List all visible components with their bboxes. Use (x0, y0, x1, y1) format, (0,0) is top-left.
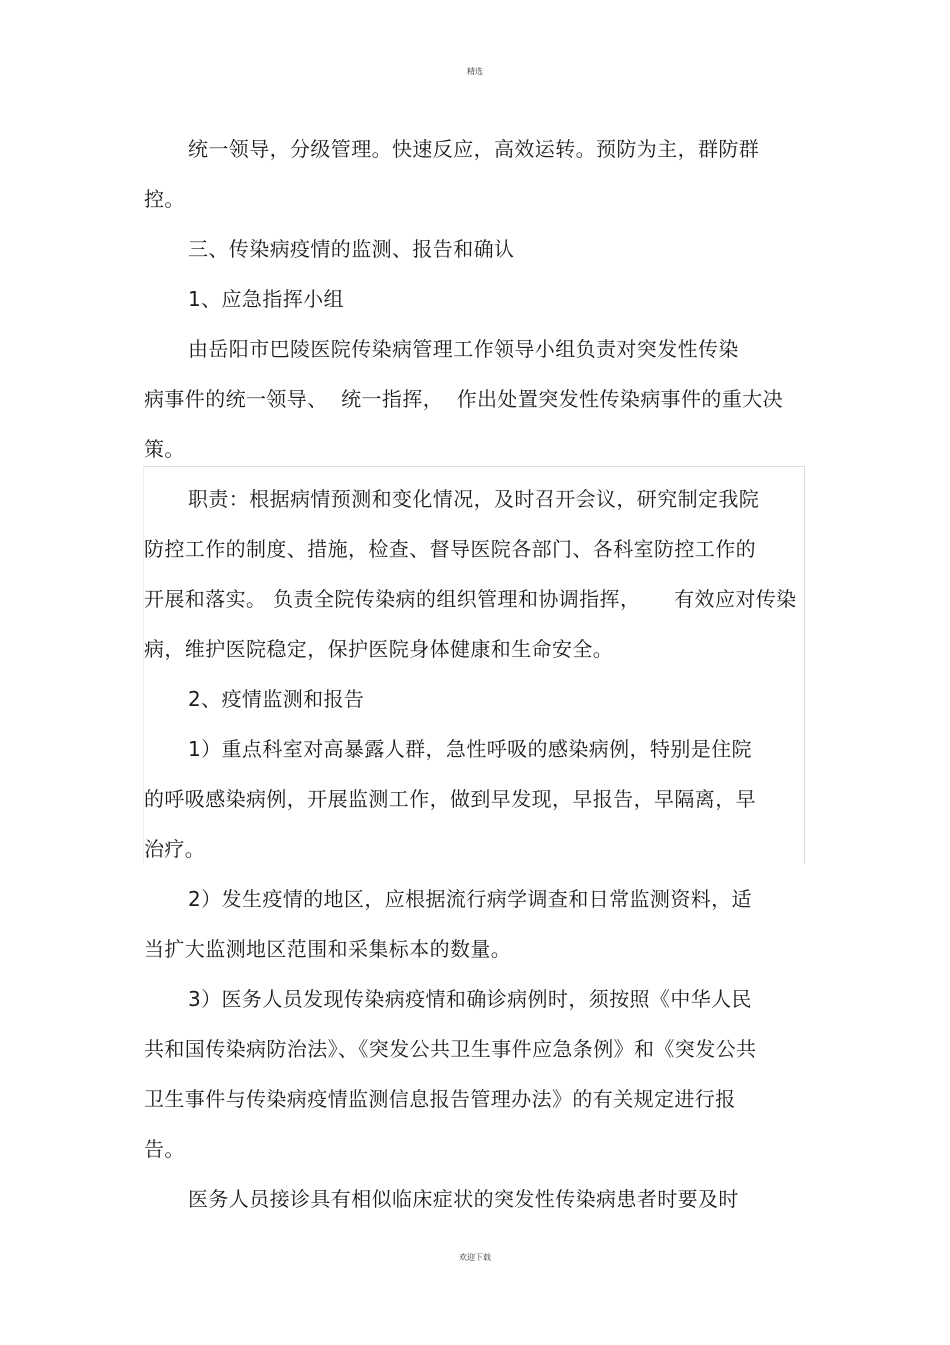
document-body (144, 124, 814, 1224)
text-line: 医务人员接诊具有相似临床症状的突发性传染病患者时要及时 (188, 1187, 739, 1211)
text-line: 1、应急指挥小组 (188, 287, 344, 311)
text-line: 卫生事件与传染病疫情监测信息报告管理办法》的有关规定进行报 (144, 1087, 736, 1111)
text-line: 2）发生疫情的地区，应根据流行病学调查和日常监测资料，适 (188, 887, 752, 911)
text-line: 告。 (144, 1137, 185, 1161)
text-line: 3）医务人员发现传染病疫情和确诊病例时，须按照《中华人民 (188, 987, 752, 1011)
text-line: 治疗。 (144, 837, 206, 861)
text-line: 三、传染病疫情的监测、报告和确认 (188, 237, 515, 261)
text-line: 策。 (144, 437, 185, 461)
page-header: 精选 (467, 67, 483, 76)
text-line: 由岳阳市巴陵医院传染病管理工作领导小组负责对突发性传染 (188, 337, 739, 361)
text-line: 统一领导，分级管理。快速反应，高效运转。预防为主，群防群 (188, 137, 760, 161)
text-line: 当扩大监测地区范围和采集标本的数量。 (144, 937, 512, 961)
text-line: 共和国传染病防治法》、《突发公共卫生事件应急条例》和《突发公共 (144, 1037, 757, 1061)
text-line: 病事件的统一领导、 统一指挥， 作出处置突发性传染病事件的重大决 (144, 387, 784, 411)
text-line: 的呼吸感染病例，开展监测工作，做到早发现，早报告，早隔离，早 (144, 787, 756, 811)
page-footer: 欢迎下载 (459, 1253, 491, 1262)
text-line: 2、疫情监测和报告 (188, 687, 365, 711)
text-line: 开展和落实。 负责全院传染病的组织管理和协调指挥， 有效应对传染 (144, 587, 797, 611)
text-line: 控。 (144, 187, 185, 211)
text-line: 职责：根据病情预测和变化情况，及时召开会议，研究制定我院 (188, 487, 760, 511)
text-line: 防控工作的制度、措施，检查、督导医院各部门、各科室防控工作的 (144, 537, 756, 561)
text-line: 1）重点科室对高暴露人群，急性呼吸的感染病例，特别是住院 (188, 737, 752, 761)
text-line: 病，维护医院稳定，保护医院身体健康和生命安全。 (144, 637, 614, 661)
